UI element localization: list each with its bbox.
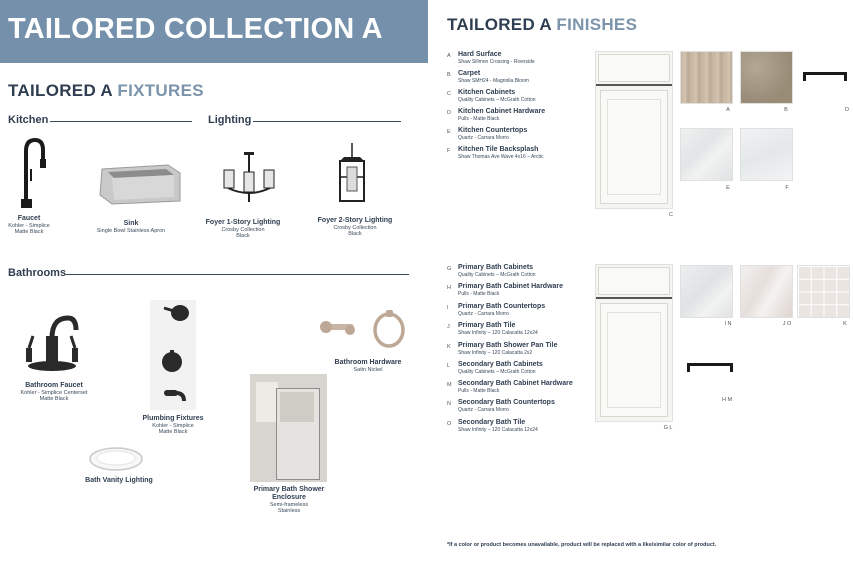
finish-letter: C xyxy=(447,91,451,97)
kitchen-cabinet-swatch xyxy=(595,51,673,209)
vanity-light-name: Bath Vanity Lighting xyxy=(85,477,153,484)
faucet-name: Faucet xyxy=(17,215,41,222)
cabinet-door-inset xyxy=(607,99,661,195)
footnote: *If a color or product becomes unavailable, product will be replaced with a like/similar color of product. xyxy=(447,542,717,548)
finish-spec: Quality Cabinets – McGrath Cotton xyxy=(458,97,536,103)
finish-spec: Shaw Thomas Ave Wave 4x16 – Arctic xyxy=(458,154,544,160)
swatch-label-a: A xyxy=(726,107,730,113)
bathroom-faucet-image xyxy=(24,310,80,372)
lighting-label: Lighting xyxy=(208,114,252,126)
finish-spec: Pulls - Matte Black xyxy=(458,291,500,297)
finish-name: Primary Bath Tile xyxy=(458,322,516,329)
foyer-2-caption xyxy=(308,217,402,238)
finish-name: Secondary Bath Countertops xyxy=(458,399,555,406)
finish-name: Hard Surface xyxy=(458,51,502,58)
swatch-label-c: C xyxy=(669,212,673,218)
bath-cabinet-swatch xyxy=(595,264,673,422)
plumbing-fixtures-image xyxy=(150,300,196,410)
kitchen-countertop-swatch xyxy=(680,128,733,181)
bathroom-hardware-image xyxy=(316,308,408,350)
shower-window xyxy=(256,382,278,422)
finish-name: Primary Bath Cabinet Hardware xyxy=(458,283,564,290)
finish-letter: O xyxy=(447,421,452,427)
finish-letter: A xyxy=(447,53,451,59)
shower-name-line2: Enclosure xyxy=(272,494,306,502)
foyer-1-caption xyxy=(198,219,288,240)
finish-spec: Shaw Infinity – 120 Calacatta 12x24 xyxy=(458,427,538,433)
lighting-divider xyxy=(253,121,401,122)
finish-name: Kitchen Cabinet Hardware xyxy=(458,108,546,115)
kitchen-backsplash-swatch xyxy=(740,128,793,181)
finishes-heading xyxy=(447,15,637,35)
swatch-label-f: F xyxy=(785,185,789,191)
shower-type: Semi-frameless xyxy=(269,502,309,509)
page-title: TAILORED COLLECTION A xyxy=(8,13,383,45)
bathrooms-label: Bathrooms xyxy=(8,267,67,279)
finish-name: Kitchen Tile Backsplash xyxy=(458,146,539,153)
fixtures-heading xyxy=(8,81,204,101)
finish-letter: B xyxy=(447,72,451,78)
bath-tile-swatch xyxy=(740,265,793,318)
cabinet-door-frame xyxy=(600,90,668,204)
bathroom-faucet-finish: Matte Black xyxy=(39,396,69,403)
shower-name: Primary Bath Shower xyxy=(253,486,325,493)
finish-letter: D xyxy=(447,110,451,116)
swatch-label-k: K xyxy=(843,321,847,327)
sink-image xyxy=(98,163,182,205)
shower-finish: Stainless xyxy=(277,508,301,515)
finish-letter: F xyxy=(447,148,451,154)
fixtures-heading-accent: FIXTURES xyxy=(117,81,204,100)
finish-name: Carpet xyxy=(458,70,481,77)
finish-letter: H xyxy=(447,285,451,291)
finish-letter: K xyxy=(447,344,451,350)
finish-name: Kitchen Countertops xyxy=(458,127,528,134)
finish-name: Secondary Bath Cabinets xyxy=(458,361,543,368)
swatch-label-b: B xyxy=(784,107,788,113)
cabinet-door-frame xyxy=(600,303,668,417)
plumbing-caption xyxy=(134,415,212,436)
finish-name: Primary Bath Shower Pan Tile xyxy=(458,342,558,349)
bathroom-faucet-brand: Kohler - Simplice Centerset xyxy=(20,390,88,397)
cabinet-drawer-panel xyxy=(598,54,670,82)
kitchen-label: Kitchen xyxy=(8,114,49,126)
bathroom-hardware-caption xyxy=(328,359,408,373)
faucet-caption xyxy=(0,215,58,236)
foyer-1-name: Foyer 1-Story Lighting xyxy=(205,219,281,226)
bathroom-faucet-name: Bathroom Faucet xyxy=(25,382,83,389)
plumbing-brand: Kohler - Simplice xyxy=(152,423,194,430)
bathroom-faucet-caption xyxy=(8,382,100,403)
bathroom-hardware-finish: Satin Nickel xyxy=(353,367,383,374)
finish-name: Secondary Bath Tile xyxy=(458,419,526,426)
finishes-heading-main: TAILORED A xyxy=(447,15,552,34)
finish-name: Primary Bath Cabinets xyxy=(458,264,534,271)
sink-caption xyxy=(88,220,174,234)
finish-letter: M xyxy=(447,382,452,388)
finish-spec: Quality Cabinets – McGrath Cotton xyxy=(458,369,536,375)
swatch-label-e: E xyxy=(726,185,730,191)
finish-letter: E xyxy=(447,129,451,135)
finish-spec: Quartz - Carrara Morro xyxy=(458,311,509,317)
hard-surface-swatch xyxy=(680,51,733,104)
finish-spec: Pulls - Matte Black xyxy=(458,116,500,122)
vanity-light-image xyxy=(88,446,144,472)
fixtures-heading-main: TAILORED A xyxy=(8,81,113,100)
bath-countertop-swatch xyxy=(680,265,733,318)
swatch-label-jo: J O xyxy=(782,321,792,327)
cabinet-shadow-line xyxy=(596,84,672,86)
foyer-2-collection: Crosby Collection xyxy=(333,225,377,232)
finish-letter: L xyxy=(447,363,451,369)
foyer-2-name: Foyer 2-Story Lighting xyxy=(317,217,393,224)
finish-letter: N xyxy=(447,401,451,407)
swatch-label-gl: G L xyxy=(663,425,673,431)
sink-name: Sink xyxy=(123,220,139,227)
finish-spec: Shaw SMH24 - Magnolia Bloom xyxy=(458,78,529,84)
plumbing-name: Plumbing Fixtures xyxy=(142,415,204,422)
shower-tile-wall xyxy=(280,392,314,422)
vanity-light-caption xyxy=(72,477,166,485)
kitchen-faucet-image xyxy=(16,137,46,209)
swatch-label-in: I N xyxy=(724,321,732,327)
foyer-1-collection: Crosby Collection xyxy=(221,227,265,234)
foyer-1-finish: Black xyxy=(236,233,250,240)
kitchen-pull-hardware xyxy=(803,72,847,81)
bathroom-hardware-name: Bathroom Hardware xyxy=(334,359,402,366)
finish-spec: Shaw Infinity – 120 Calacatta 2x2 xyxy=(458,350,533,356)
finish-spec: Pulls - Matte Black xyxy=(458,388,500,394)
finish-name: Kitchen Cabinets xyxy=(458,89,516,96)
sink-type: Single Bowl Stainless Apron xyxy=(96,228,166,235)
cabinet-shadow-line xyxy=(596,297,672,299)
finish-spec: Quality Cabinets – McGrath Cotton xyxy=(458,272,536,278)
foyer-2-story-light-image xyxy=(338,143,366,207)
bath-pull-hardware xyxy=(687,363,733,372)
finish-name: Secondary Bath Cabinet Hardware xyxy=(458,380,573,387)
swatch-label-hm: H M xyxy=(721,397,733,403)
finish-letter: I xyxy=(447,305,449,311)
finish-spec: Quartz - Carrara Morro xyxy=(458,407,509,413)
finish-spec: Shaw Infinity – 120 Calacatta 12x24 xyxy=(458,330,538,336)
shower-caption xyxy=(246,486,332,515)
kitchen-divider xyxy=(50,121,192,122)
faucet-finish: Matte Black xyxy=(14,229,44,236)
plumbing-finish: Matte Black xyxy=(158,429,188,436)
finish-name: Primary Bath Countertops xyxy=(458,303,546,310)
finish-spec: Quartz - Carrara Morro xyxy=(458,135,509,141)
cabinet-door-inset xyxy=(607,312,661,408)
finishes-heading-accent: FINISHES xyxy=(556,15,638,34)
finish-letter: G xyxy=(447,266,452,272)
shower-pan-tile-swatch xyxy=(797,265,850,318)
cabinet-drawer-panel xyxy=(598,267,670,295)
foyer-2-finish: Black xyxy=(348,231,362,238)
faucet-brand: Kohler - Simplice xyxy=(8,223,50,230)
finish-letter: J xyxy=(447,324,450,330)
swatch-label-d: D xyxy=(845,107,849,113)
foyer-1-story-light-image xyxy=(222,150,276,206)
carpet-swatch xyxy=(740,51,793,104)
finish-spec: Shaw Sillmon Crossing - Riverside xyxy=(458,59,535,65)
shower-enclosure-image xyxy=(250,374,327,482)
bathrooms-divider xyxy=(66,274,409,275)
